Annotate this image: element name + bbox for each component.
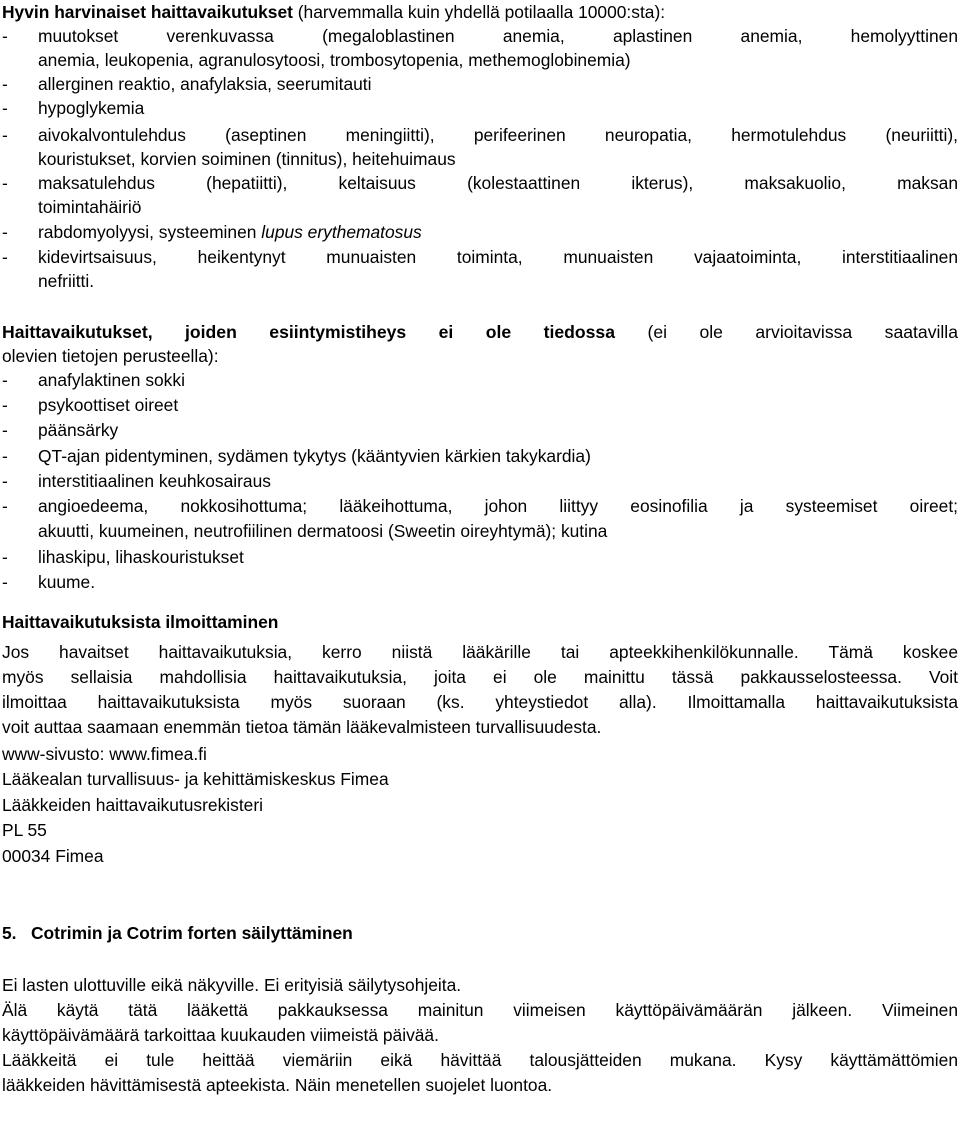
rare-item-4-line-1: aivokalvontulehdus (aseptinen meningiitti), perifeerinen neuropatia, hermotulehdus (neuriitti), — [38, 125, 958, 145]
unknown-heading-line — [2, 320, 958, 344]
rare-item-3: hypoglykemia — [38, 98, 145, 118]
bullet-dash: - — [2, 74, 8, 94]
unknown-heading-rest: (ei ole arvioitavissa saatavilla — [615, 322, 958, 342]
unknown-item-7: lihaskipu, lihaskouristukset — [38, 547, 244, 567]
bullet-dash: - — [2, 173, 8, 193]
storage-line-1: Ei lasten ulottuville eikä näkyville. Ei erityisiä säilytysohjeita. — [2, 975, 462, 995]
bullet-dash: - — [2, 125, 8, 145]
report-line-3: ilmoittaa haittavaikutuksista myös suoraan (ks. yhteystiedot alla). Ilmoittamalla haittavaikutuksista — [2, 692, 958, 712]
rare-item-1-line-2: anemia, leukopenia, agranulosytoosi, trombosytopenia, methemoglobinemia) — [38, 50, 631, 70]
bullet-dash: - — [2, 395, 8, 415]
report-website: www-sivusto: www.fimea.fi — [2, 744, 207, 764]
bullet-dash: - — [2, 98, 8, 118]
storage-heading-text: 5. Cotrimin ja Cotrim forten säilyttäminen — [2, 923, 353, 943]
bullet-dash: - — [2, 222, 8, 242]
unknown-item-4: QT-ajan pidentyminen, sydämen tykytys (kääntyvien kärkien takykardia) — [38, 446, 591, 466]
report-postal-code: 00034 Fimea — [2, 846, 104, 866]
unknown-item-8: kuume. — [38, 572, 96, 592]
rare-item-2: allerginen reaktio, anafylaksia, seerumitauti — [38, 74, 372, 94]
report-line-4: voit auttaa saamaan enemmän tietoa tämän lääkevalmisteen turvallisuudesta. — [2, 717, 602, 737]
rare-item-4-line-2: kouristukset, korvien soiminen (tinnitus), heitehuimaus — [38, 149, 456, 169]
bullet-dash: - — [2, 420, 8, 440]
bullet-dash: - — [2, 446, 8, 466]
rare-item-6-text: rabdomyolyysi, systeeminen — [38, 222, 262, 242]
lupus-term: lupus erythematosus — [261, 222, 422, 242]
bullet-dash: - — [2, 547, 8, 567]
unknown-item-6-line-1: angioedeema, nokkosihottuma; lääkeihottuma, johon liittyy eosinofilia ja systeemiset oireet; — [38, 496, 958, 516]
unknown-item-5: interstitiaalinen keuhkosairaus — [38, 471, 271, 491]
rare-item-5-line-2: toimintahäiriö — [38, 197, 142, 217]
rare-heading: Hyvin harvinaiset haittavaikutukset — [2, 2, 293, 22]
unknown-item-1: anafylaktinen sokki — [38, 370, 185, 390]
storage-line-4: Lääkkeitä ei tule heittää viemäriin eikä hävittää talousjätteiden mukana. Kysy käyttämättömien — [2, 1050, 958, 1070]
bullet-dash: - — [2, 26, 8, 46]
report-line-2: myös sellaisia mahdollisia haittavaikutuksia, joita ei ole mainittu tässä pakkausselosteessa. Voit — [2, 667, 958, 687]
rare-item-7-line-1: kidevirtsaisuus, heikentynyt munuaisten toiminta, munuaisten vajaatoiminta, interstitiaalinen — [38, 247, 958, 267]
bullet-dash: - — [2, 471, 8, 491]
report-heading — [2, 610, 958, 634]
report-heading-text: Haittavaikutuksista ilmoittaminen — [2, 612, 279, 632]
storage-line-5: lääkkeiden hävittämisestä apteekista. Näin menetellen suojelet luontoa. — [2, 1075, 553, 1095]
unknown-item-2: psykoottiset oireet — [38, 395, 179, 415]
rare-item-5-line-1: maksatulehdus (hepatiitti), keltaisuus (kolestaattinen ikterus), maksakuolio, maksan — [38, 173, 958, 193]
storage-heading — [2, 921, 958, 945]
unknown-item-3: päänsärky — [38, 420, 119, 440]
bullet-dash: - — [2, 247, 8, 267]
report-registry: Lääkkeiden haittavaikutusrekisteri — [2, 795, 264, 815]
report-line-1: Jos havaitset haittavaikutuksia, kerro niistä lääkärille tai apteekkihenkilökunnalle. Tämä koskee — [2, 642, 958, 662]
report-agency: Lääkealan turvallisuus- ja kehittämiskeskus Fimea — [2, 769, 389, 789]
rare-heading-rest: (harvemmalla kuin yhdellä potilaalla 10000:sta): — [292, 2, 666, 22]
storage-line-2: Älä käytä tätä lääkettä pakkauksessa mainitun viimeisen käyttöpäivämäärän jälkeen. Viimeinen — [2, 1000, 958, 1020]
rare-item-7-line-2: nefriitti. — [38, 271, 95, 291]
bullet-dash: - — [2, 572, 8, 592]
bullet-dash: - — [2, 496, 8, 516]
storage-line-3: käyttöpäivämäärä tarkoittaa kuukauden viimeistä päivää. — [2, 1025, 439, 1045]
bullet-dash: - — [2, 370, 8, 390]
unknown-heading-line-2: olevien tietojen perusteella): — [2, 346, 219, 366]
unknown-item-6-line-2: akuutti, kuumeinen, neutrofiilinen dermatoosi (Sweetin oireyhtymä); kutina — [38, 521, 608, 541]
rare-item-6 — [38, 220, 958, 244]
report-po-box: PL 55 — [2, 820, 47, 840]
unknown-heading: Haittavaikutukset, joiden esiintymistiheys ei ole tiedossa — [2, 322, 616, 342]
rare-heading-line — [2, 0, 958, 24]
rare-item-1-line-1: muutokset verenkuvassa (megaloblastinen anemia, aplastinen anemia, hemolyyttinen — [38, 26, 958, 46]
